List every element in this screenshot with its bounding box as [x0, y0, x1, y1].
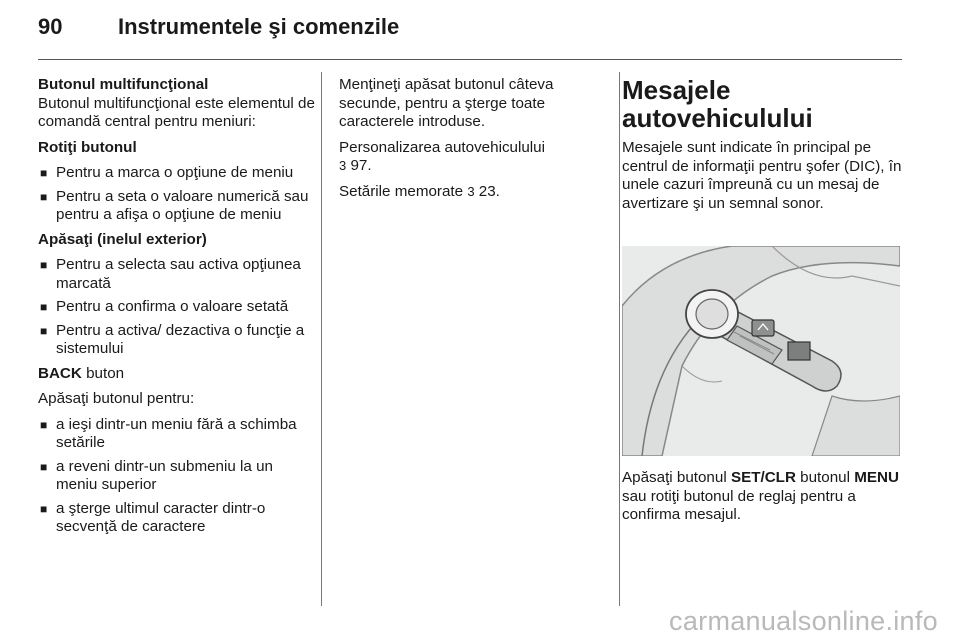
back-suffix: buton	[81, 364, 125, 382]
caption-pre: Apăsaţi butonul	[622, 469, 731, 486]
column-1	[38, 76, 316, 543]
back-line	[38, 365, 316, 384]
turn-signal-stalk-icon	[622, 246, 900, 456]
column-3	[622, 76, 906, 220]
list-item: ■ Pentru a seta o valoare numerică sau pentru a afişa o opţiune de meniu	[38, 188, 316, 225]
stalk-illustration	[622, 246, 900, 456]
column-divider-right	[619, 72, 620, 606]
list-item: ■ Pentru a selecta sau activa opţiunea marcată	[38, 256, 316, 293]
list-item: ■ a reveni dintr-un submeniu la un meniu superior	[38, 458, 316, 495]
list-item: ■ Pentru a confirma o valoare setată	[38, 298, 316, 317]
personalization-page: 97.	[346, 157, 372, 174]
page-title: Instrumentele şi comenzile	[118, 14, 400, 39]
personalization-text: Personalizarea autovehiculului	[339, 138, 546, 156]
column-divider-left	[321, 72, 322, 606]
back-label: BACK	[38, 364, 82, 382]
memory-text: Setările memorate	[339, 182, 468, 200]
header-rule	[38, 59, 902, 60]
rotate-heading: Rotiţi butonul	[38, 138, 137, 156]
figure-caption	[622, 469, 907, 525]
list-item: ■ a ieşi dintr-un meniu fără a schimba setările	[38, 416, 316, 453]
memory-page: 23.	[474, 182, 500, 200]
cross-reference-arrow-icon: 3	[467, 183, 475, 199]
multifunction-intro: Butonul multifuncţional este elementul de comandă central pentru meniuri:	[38, 94, 315, 130]
hold-text: Menţineţi apăsat butonul câteva secunde, pentru a şterge toate caracterele introduse.	[339, 76, 554, 130]
rotate-list	[38, 164, 316, 225]
caption-post: sau rotiţi butonul de reglaj pentru a confirma mesajul.	[622, 487, 856, 523]
vehicle-messages-intro: Mesajele sunt indicate în principal pe centrul de informaţii pentru şofer (DIC), în unele cazuri împreună cu un mesaj de avertizare şi un semnal sonor.	[622, 139, 902, 212]
page-number: 90	[38, 14, 63, 39]
menu-label: MENU	[854, 469, 899, 486]
press-heading: Apăsaţi (inelul exterior)	[38, 230, 207, 248]
column-2	[339, 76, 614, 208]
list-item: ■ Pentru a marca o opţiune de meniu	[38, 164, 316, 183]
watermark: carmanualsonline.info	[669, 606, 938, 636]
personalization-ref	[339, 139, 614, 176]
back-intro: Apăsaţi butonul pentru:	[38, 390, 195, 407]
multifunction-heading: Butonul multifuncţional	[38, 76, 209, 93]
list-item: ■ a şterge ultimul caracter dintr-o secvenţă de caractere	[38, 500, 316, 537]
vehicle-messages-heading: Mesajele autovehiculului	[622, 75, 813, 133]
back-list	[38, 416, 316, 537]
cross-reference-arrow-icon: 3	[339, 158, 347, 173]
caption-mid: butonul	[795, 469, 855, 486]
list-item: ■ Pentru a activa/ dezactiva o funcţie a sistemului	[38, 322, 316, 359]
press-list	[38, 256, 316, 359]
memory-ref	[339, 183, 614, 202]
set-clr-label: SET/CLR	[730, 469, 796, 486]
